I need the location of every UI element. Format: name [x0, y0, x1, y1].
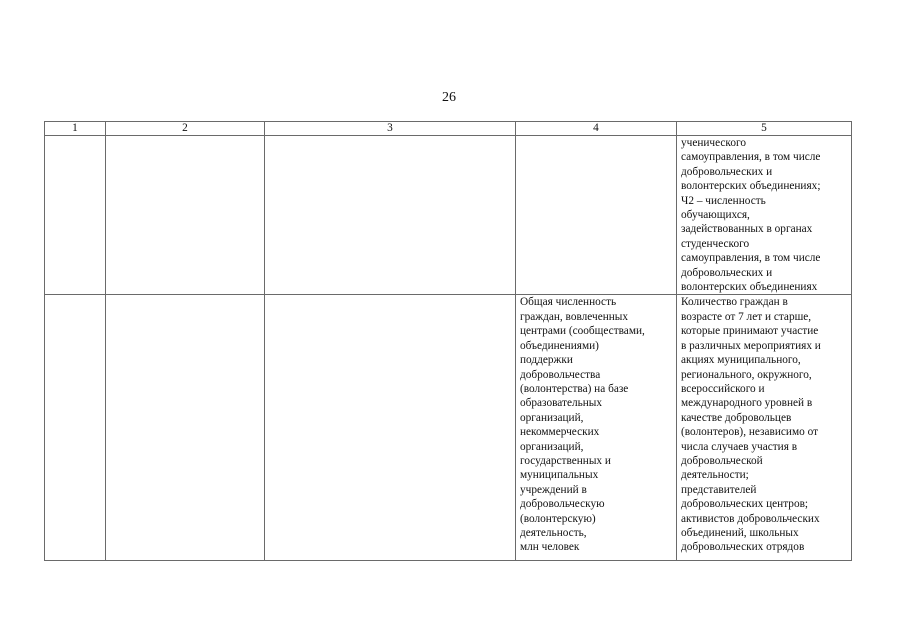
cell-text-line: организаций,: [520, 411, 584, 424]
cell-text-line: возрасте от 7 лет и старше,: [681, 310, 812, 323]
cell-text-line: центрами (сообществами,: [520, 325, 645, 338]
table-cell-col3: [265, 295, 516, 561]
cell-text-line: граждан, вовлеченных: [520, 310, 629, 323]
cell-text-line: млн человек: [520, 541, 580, 554]
cell-text-line: государственных и: [520, 454, 611, 467]
cell-text-line: студенческого: [681, 237, 750, 250]
cell-text-line: добровольческих и: [681, 266, 773, 279]
cell-text-line: добровольческой: [681, 454, 763, 467]
cell-text-line: акциях муниципального,: [681, 354, 801, 367]
cell-text-line: самоуправления, в том числе: [681, 252, 821, 265]
table-cell-col4: [516, 136, 677, 295]
cell-text-line: ученического: [681, 137, 746, 149]
cell-text-line: (волонтерства) на базе: [520, 382, 629, 395]
column-header-5: 5: [677, 122, 852, 136]
cell-text-line: всероссийского и: [681, 382, 765, 395]
cell-text-line: задействованных в органах: [681, 223, 813, 236]
cell-text-line: активистов добровольческих: [681, 512, 820, 525]
cell-text-line: в различных мероприятиях и: [681, 339, 821, 352]
cell-text-line: волонтерских объединениях: [681, 281, 818, 294]
column-header-3: 3: [265, 122, 516, 136]
cell-text-line: Ч2 – численность: [681, 194, 766, 207]
cell-text-line: (волонтеров), независимо от: [681, 426, 819, 439]
cell-text-line: регионального, окружного,: [681, 368, 812, 381]
table-cell-col2: [106, 136, 265, 295]
cell-text-line: образовательных: [520, 397, 603, 410]
table-cell-col1: [45, 295, 106, 561]
cell-text-line: представителей: [681, 483, 757, 496]
table-cell-col1: [45, 136, 106, 295]
table-cell-col2: [106, 295, 265, 561]
cell-text-line: самоуправления, в том числе: [681, 151, 821, 164]
cell-text-line: добровольческих и: [681, 165, 773, 178]
cell-text-line: деятельности;: [681, 469, 749, 482]
cell-text-line: некоммерческих: [520, 426, 600, 439]
cell-text-line: объединениями): [520, 339, 599, 352]
cell-text-line: добровольческих отрядов: [681, 541, 805, 554]
table-header-row: [45, 122, 852, 136]
cell-text-line: которые принимают участие: [681, 325, 819, 338]
cell-text-line: учреждений в: [520, 483, 587, 496]
table-row: [45, 136, 852, 295]
cell-text-line: числа случаев участия в: [681, 440, 798, 453]
document-table: [44, 121, 852, 561]
page-number: 26: [442, 90, 456, 105]
column-header-1: 1: [45, 122, 106, 136]
cell-text-line: объединений, школьных: [681, 526, 799, 539]
cell-text-line: добровольческую: [520, 498, 605, 511]
cell-text-line: добровольчества: [520, 368, 601, 381]
cell-text-line: добровольческих центров;: [681, 498, 809, 511]
table-cell-col5: [677, 136, 852, 295]
table-cell-col4: [516, 295, 677, 561]
cell-text-line: международного уровней в: [681, 397, 813, 410]
cell-text-line: качестве добровольцев: [681, 411, 792, 424]
cell-text-line: поддержки: [520, 354, 573, 367]
cell-text-line: Количество граждан в: [681, 296, 788, 309]
cell-text-line: муниципальных: [520, 469, 599, 482]
table-row: [45, 295, 852, 561]
table-cell-col5: [677, 295, 852, 561]
cell-text-line: Общая численность: [520, 296, 617, 309]
cell-text-line: организаций,: [520, 440, 584, 453]
table-cell-col3: [265, 136, 516, 295]
column-header-4: 4: [516, 122, 677, 136]
cell-text-line: (волонтерскую): [520, 512, 596, 525]
cell-text-line: обучающихся,: [681, 209, 750, 222]
column-header-2: 2: [106, 122, 265, 136]
cell-text-line: волонтерских объединениях;: [681, 180, 821, 193]
cell-text-line: деятельность,: [520, 526, 587, 539]
